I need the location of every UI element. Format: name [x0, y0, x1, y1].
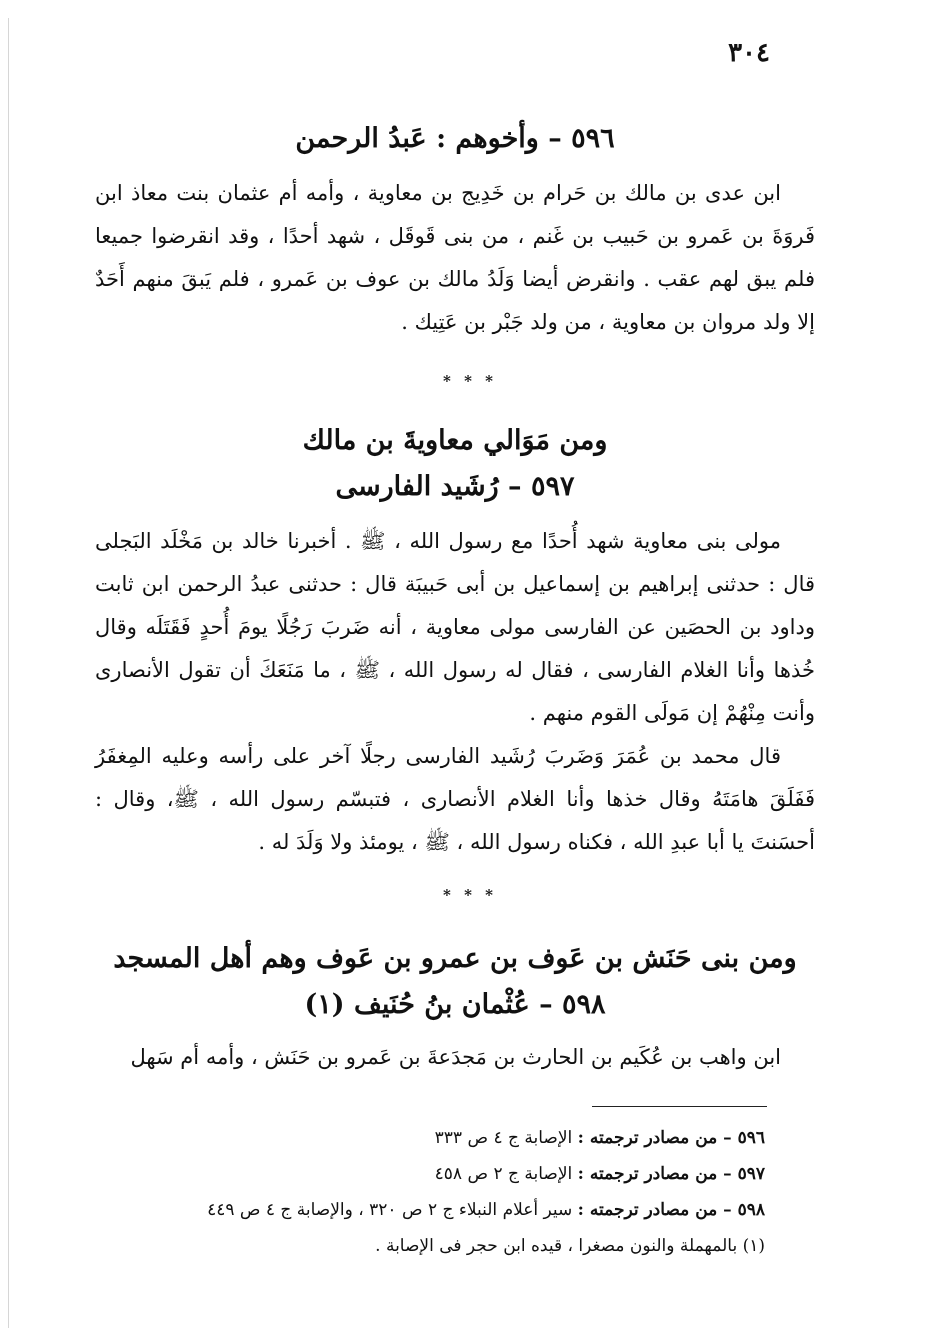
footnote-text: بالمهملة والنون مصغرا ، قيده ابن حجر فى الإصابة .: [375, 1236, 743, 1256]
paragraph-597-2: قال محمد بن عُمَرَ وَضَربَ رُشَيد الفارسى رجلًا آخر على رأسه وعليه المِغفَرُ فَفَلَقَ هامَتَهُ وقال خذها وأنا الغلام الأنصارى ، فتبسّم رسول الله ، ﷺ، وقال : أحسَنتَ يا أبا عبدِ الله ، فكناه رسول الله ، ﷺ ، يومئذ ولا وَلَدَ له .: [95, 744, 815, 854]
footnote-597: [100, 1156, 765, 1192]
paragraph-596-1: ابن عدى بن مالك بن حَرام بن خَدِيج بن معاوية ، وأمه أم عثمان بنت معاذ ابن فَروَةَ بن عَمرو بن حَبيب بن غَنم ، من بنى قَوقَل ، شهد أحدًا ، وقد انقرضوا جميعا فلم يبق لهم عقب . وانقرض أيضا وَلَدُ مالك بن عوف بن عَمرو ، فلم يَبقَ منهم أَحَدٌ إلا ولد مروان بن معاوية ، من ولد جَبْر بن عَتِيك .: [95, 181, 816, 334]
section-598-body: [95, 1036, 815, 1079]
footnote-label: ٥٩٨ – من مصادر ترجمته :: [577, 1200, 765, 1220]
page-number: ٣٠٤: [728, 38, 770, 68]
section-596-body: [95, 172, 815, 344]
paragraph-597-1: مولى بنى معاوية شهد أُحدًا مع رسول الله ، ﷺ . أخبرنا خالد بن مَخْلَد البَجلى قال : حدثنى إبراهيم بن إسماعيل بن أبى حَبيبَة قال : حدثنى عبدُ الرحمن ابن ثابت وداود بن الحصَين عن الفارسى مولى معاوية ، أنه ضَربَ رَجُلًا يومَ أُحدٍ فَقَتَلَه وقال خُذها وأنا الغلام الفارسى ، فقال له رسول الله ، ﷺ ، ما مَنَعَكَ أن تقول الأنصارى وأنت مِنْهُمْ إن مَولَى القوم منهم .: [95, 529, 815, 725]
section-heading-598: ٥٩٨ – عُثْمان بنُ حُنَيف (١): [304, 989, 606, 1020]
section-597-body: [95, 520, 815, 864]
section-heading-597: ٥٩٧ – رُشَيد الفارسى: [335, 471, 575, 502]
section-heading-596: ٥٩٦ – وأخوهم : عَبدُ الرحمن: [295, 123, 615, 154]
footnote-1: [100, 1228, 765, 1264]
section-598: [95, 936, 815, 1028]
footnote-598: [100, 1192, 765, 1228]
footnote-text: الإصابة ج ٢ ص ٤٥٨: [434, 1164, 578, 1184]
section-597: [95, 418, 815, 510]
footnote-label: ٥٩٧ – من مصادر ترجمته :: [577, 1164, 765, 1184]
paragraph-598-1: ابن واهب بن عُكَيم بن الحارث بن مَجدَعةَ بن عَمرو بن حَنَش ، وأمه أم سَهل: [130, 1045, 781, 1069]
section-596: [95, 116, 815, 162]
footnotes: [100, 1120, 765, 1264]
group-heading-mawali: ومن مَوَالي معاويةَ بن مالك: [302, 425, 608, 456]
footnote-text: الإصابة ج ٤ ص ٣٣٣: [434, 1128, 578, 1148]
separator-stars: * * *: [443, 886, 497, 904]
footnote-label: (١): [742, 1236, 765, 1256]
group-heading-bani-hanash: ومن بنى حَنَش بن عَوف بن عمرو بن عَوف وهم أهل المسجد: [113, 943, 797, 974]
footnote-text: سير أعلام النبلاء ج ٢ ص ٣٢٠ ، والإصابة ج ٤ ص ٤٤٩: [207, 1200, 578, 1220]
footnote-divider: [592, 1106, 767, 1107]
separator-stars: * * *: [443, 372, 497, 390]
footnote-596: [100, 1120, 765, 1156]
footnote-label: ٥٩٦ – من مصادر ترجمته :: [577, 1128, 765, 1148]
page-edge-line: [8, 18, 9, 1328]
